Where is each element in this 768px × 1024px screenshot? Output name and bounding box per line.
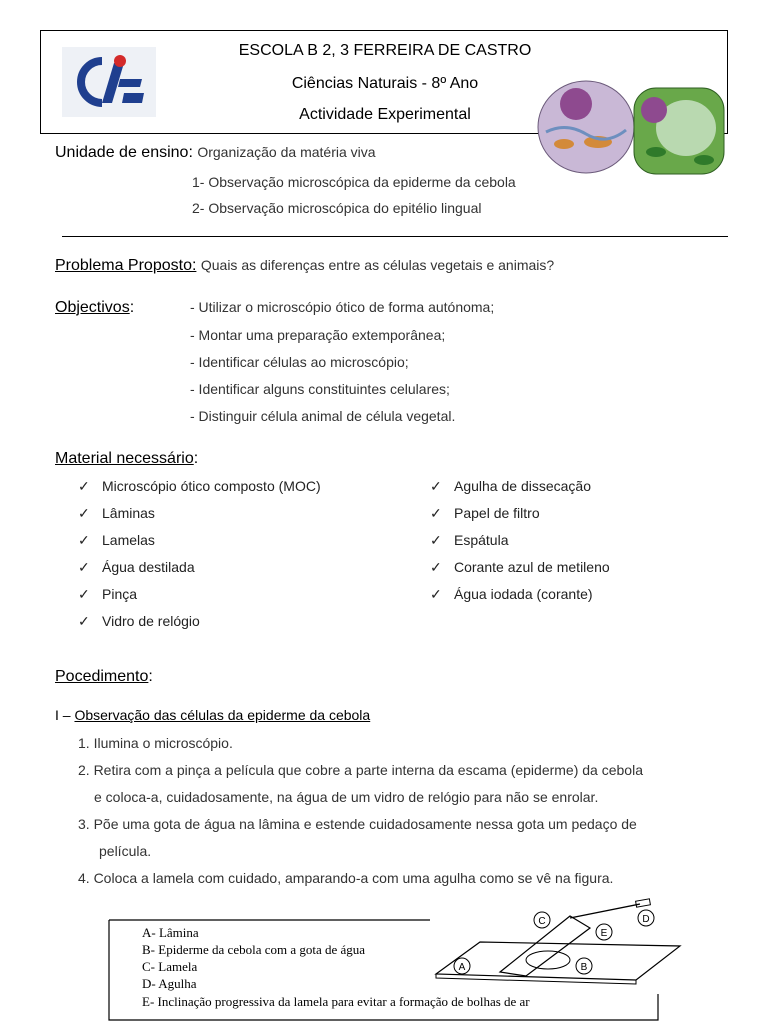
material-item: ✓ Papel de filtro <box>430 505 540 521</box>
check-icon: ✓ <box>430 478 442 494</box>
material-item: ✓ Agulha de dissecação <box>430 478 591 494</box>
material-item: ✓ Água iodada (corante) <box>430 586 593 602</box>
material-item: ✓ Vidro de relógio <box>78 613 200 629</box>
check-icon: ✓ <box>78 613 90 629</box>
material-item: ✓ Água destilada <box>78 559 195 575</box>
material-item: ✓ Corante azul de metileno <box>430 559 610 575</box>
school-logo <box>62 47 156 117</box>
check-icon: ✓ <box>78 586 90 602</box>
figure-label: C <box>538 916 546 927</box>
figure-label: A <box>458 962 466 973</box>
figure-label: D <box>642 914 650 925</box>
figure-label: B <box>580 962 588 973</box>
problem-label: Problema Proposto: <box>55 257 197 274</box>
material-item: ✓ Microscópio ótico composto (MOC) <box>78 478 321 494</box>
procedure-step: 2. Retira com a pinça a película que cobre a parte interna da escama (epiderme) da cebola <box>78 762 643 778</box>
section-prefix: I – <box>55 707 75 723</box>
unit-item-1: 1- Observação microscópica da epiderme da cebola <box>192 174 516 190</box>
section-heading <box>55 707 370 723</box>
cell-illustrations <box>536 72 728 182</box>
check-icon: ✓ <box>78 478 90 494</box>
procedure-step: 3. Põe uma gota de água na lâmina e estende cuidadosamente nessa gota um pedaço de <box>78 816 637 832</box>
subject-line: Ciências Naturais - 8º Ano <box>291 75 479 92</box>
unit-row <box>55 144 376 162</box>
objective-item: - Identificar células ao microscópio; <box>190 354 409 370</box>
objectives-label: Objectivos <box>55 299 130 316</box>
material-item: ✓ Pinça <box>78 586 138 602</box>
legend-item: B- Epiderme da cebola com a gota de água <box>142 942 366 957</box>
material-label: Material necessário <box>55 450 194 467</box>
problem-value: Quais as diferenças entre as células vegetais e animais? <box>200 257 555 273</box>
procedure-step: 1. Ilumina o microscópio. <box>78 735 233 751</box>
check-icon: ✓ <box>78 559 90 575</box>
legend-item: C- Lamela <box>142 959 198 974</box>
check-icon: ✓ <box>430 505 442 521</box>
material-item: ✓ Lamelas <box>78 532 155 548</box>
check-icon: ✓ <box>430 559 442 575</box>
problem-row <box>55 257 554 275</box>
objectives-heading <box>55 299 134 317</box>
activity-title: Actividade Experimental <box>299 106 471 123</box>
procedure-heading <box>55 668 153 686</box>
unit-label: Unidade de ensino: <box>55 144 193 161</box>
legend-item: E- Inclinação progressiva da lamela para evitar a formação de bolhas de ar <box>142 994 530 1009</box>
check-icon: ✓ <box>430 586 442 602</box>
procedure-step: 4. Coloca a lamela com cuidado, amparando-a com uma agulha como se vê na figura. <box>78 870 614 886</box>
divider <box>62 236 728 237</box>
procedure-step-cont: e coloca-a, cuidadosamente, na água de um vidro de relógio para não se enrolar. <box>94 789 599 805</box>
check-icon: ✓ <box>430 532 442 548</box>
objective-item: - Montar uma preparação extemporânea; <box>190 327 446 343</box>
objective-item: - Identificar alguns constituintes celulares; <box>190 381 450 397</box>
material-item: ✓ Espátula <box>430 532 509 548</box>
figure-label: E <box>600 928 608 939</box>
procedure-step-cont: película. <box>99 843 152 859</box>
objective-item: - Utilizar o microscópio ótico de forma autónoma; <box>190 299 495 315</box>
legend-item: A- Lâmina <box>142 925 199 940</box>
material-colon: : <box>193 450 199 467</box>
procedure-colon: : <box>148 668 153 685</box>
objective-item: - Distinguir célula animal de célula vegetal. <box>190 408 456 424</box>
legend-item: D- Agulha <box>142 976 197 991</box>
check-icon: ✓ <box>78 532 90 548</box>
slide-figure <box>430 898 690 990</box>
check-icon: ✓ <box>78 505 90 521</box>
material-item: ✓ Lâminas <box>78 505 155 521</box>
section-title: Observação das células da epiderme da cebola <box>74 707 371 723</box>
material-heading <box>55 450 198 468</box>
unit-item-2: 2- Observação microscópica do epitélio lingual <box>192 200 482 216</box>
unit-value: Organização da matéria viva <box>197 144 376 160</box>
school-name: ESCOLA B 2, 3 FERREIRA DE CASTRO <box>238 42 532 59</box>
objectives-colon: : <box>129 299 135 316</box>
procedure-label: Pocedimento <box>55 668 149 685</box>
